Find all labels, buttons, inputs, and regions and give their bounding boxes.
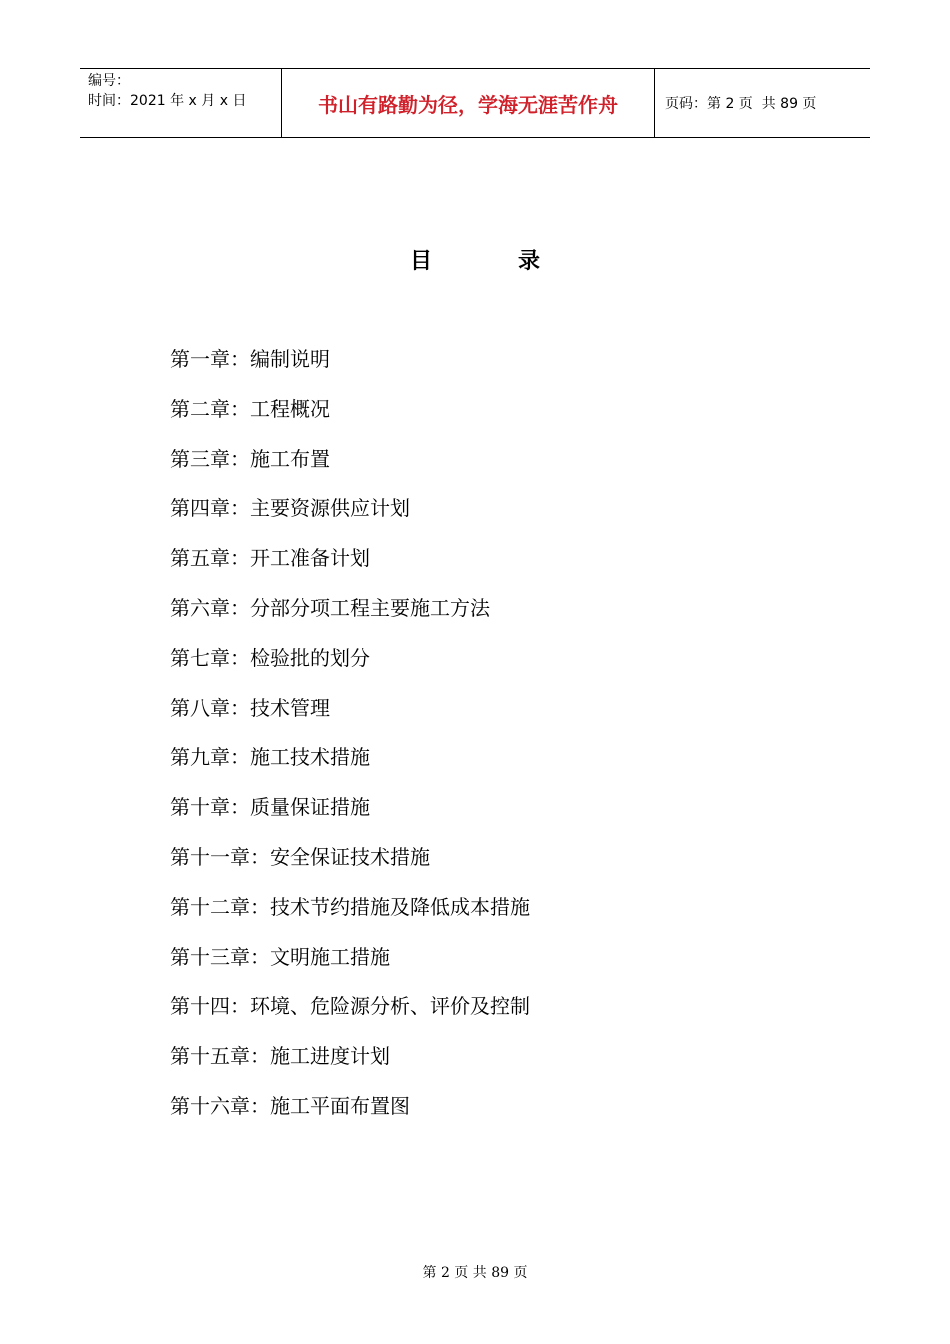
toc-title — [0, 244, 950, 275]
toc-item: 第十四：环境、危险源分析、评价及控制 — [170, 994, 530, 1019]
header-motto: 书山有路勤为径，学海无涯苦作舟 — [282, 69, 655, 137]
toc-item: 第十二章：技术节约措施及降低成本措施 — [170, 894, 530, 919]
toc-item: 第六章：分部分项工程主要施工方法 — [170, 595, 490, 620]
toc-item: 第十章：质量保证措施 — [170, 795, 370, 820]
page-header — [80, 68, 870, 138]
toc-item: 第五章：开工准备计划 — [170, 546, 370, 571]
toc-item: 第二章：工程概况 — [170, 396, 330, 421]
page-footer: 第 2 页 共 89 页 — [422, 1265, 528, 1281]
toc-item: 第一章：编制说明 — [170, 347, 330, 371]
header-meta — [80, 69, 282, 137]
document-time: 时间：2021 年 x 月 x 日 — [88, 93, 247, 109]
toc-title-left: 目 — [409, 249, 432, 274]
toc-title-right: 录 — [518, 249, 541, 274]
toc-item: 第三章：施工布置 — [170, 446, 330, 471]
toc-item: 第十一章：安全保证技术措施 — [170, 844, 430, 869]
toc-item: 第九章：施工技术措施 — [170, 745, 370, 770]
document-number: 编号： — [88, 73, 130, 89]
toc-item: 第八章：技术管理 — [170, 695, 330, 720]
toc-item: 第十三章：文明施工措施 — [170, 944, 390, 969]
toc-item: 第十五章：施工进度计划 — [170, 1044, 390, 1069]
toc-list — [170, 342, 530, 1139]
toc-item: 第七章：检验批的划分 — [170, 645, 370, 670]
toc-item: 第四章：主要资源供应计划 — [170, 496, 410, 521]
header-page-info: 页码：第 2 页 共 89 页 — [665, 96, 817, 112]
toc-item: 第十六章：施工平面布置图 — [170, 1093, 410, 1118]
